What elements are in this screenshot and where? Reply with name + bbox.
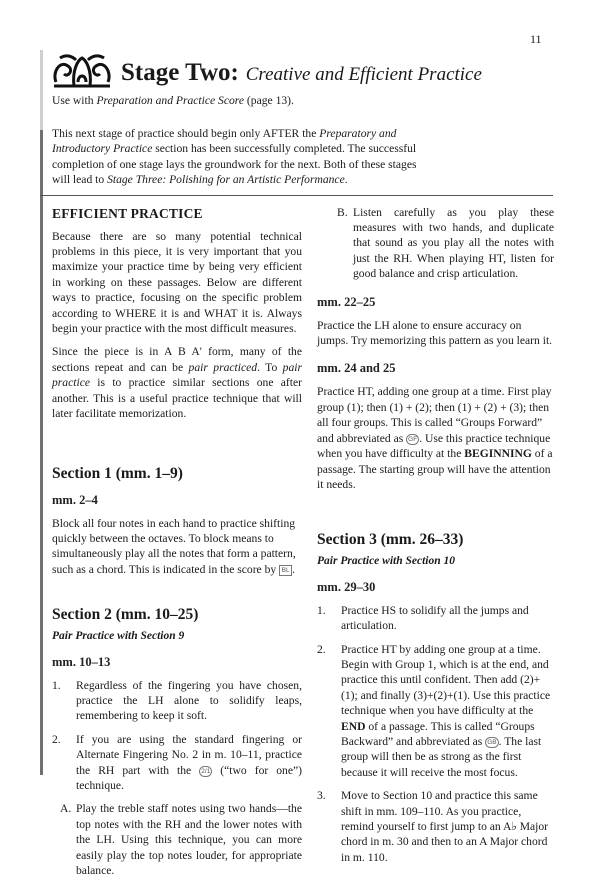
text: . The last group will then be as strong as the first because it will receive the most focus.: [341, 734, 542, 779]
title-subtitle: Creative and Efficient Practice: [245, 64, 482, 85]
text: section has been successfully completed. The successful completion of one stage lays the groundwork for the next. Both of these stages will lead to: [52, 142, 417, 187]
left-column: [52, 205, 302, 886]
list-item: [52, 678, 302, 724]
text: If you are using the standard fingering or Alternate Fingering No. 2 in m. 10–11, practice the RH part with the: [76, 732, 302, 777]
margin-bar-light: [40, 50, 43, 130]
text: (“two for one”) technique.: [76, 763, 303, 792]
section-3-heading: Section 3 (mm. 26–33): [317, 531, 464, 549]
text: Stage Three: Polishing for an Artistic Performance: [107, 173, 345, 187]
pair-practice-note: Pair Practice with Section 9: [52, 630, 185, 643]
page-title: [121, 58, 482, 92]
item-letter: B.: [337, 205, 348, 219]
text: Play the treble staff notes using two hands—the top notes with the RH and the lower notes with the LH. Using this technique, you can more easily play the top notes louder, for appropriate balance.: [76, 802, 302, 877]
text: of a passage. This is called “Groups Backward” and abbreviated as: [341, 719, 535, 748]
text: Regardless of the fingering you have chosen, practice the LH alone to solidify leaps, remembering to keep it soft.: [76, 678, 302, 723]
text: Use with: [52, 94, 97, 107]
text: .: [344, 173, 348, 187]
intro-paragraph: [52, 126, 422, 188]
measure-heading: mm. 29–30: [317, 579, 376, 594]
list-item: [317, 642, 554, 781]
item-number: 1.: [52, 678, 61, 692]
text: BEGINNING: [464, 447, 532, 461]
measure-heading: mm. 2–4: [52, 492, 98, 507]
section-1-heading: Section 1 (mm. 1–9): [52, 464, 183, 482]
measure-heading: mm. 10–13: [52, 654, 111, 669]
text: (page 13).: [244, 94, 294, 107]
paragraph: Practice the LH alone to ensure accuracy on jumps. Try memorizing this pattern as you learn it.: [317, 318, 553, 348]
use-with-note: [52, 93, 294, 108]
item-number: 2.: [52, 732, 61, 746]
measure-heading: mm. 22–25: [317, 294, 376, 309]
numbered-list: [52, 678, 302, 794]
paragraph: [317, 384, 554, 492]
item-letter: A.: [60, 802, 72, 816]
page-number: 11: [530, 32, 542, 46]
paragraph: Because there are so many potential technical problems in this piece, it is very important that you maximize your practice time by being very efficient in working on these passages. Below are different ways to practice, focusing on the specific problem according to WHERE it is and WHAT it is. Always begin your practice with the most difficult measures.: [52, 229, 302, 336]
title-stage: Stage Two:: [121, 59, 239, 86]
list-item: [337, 205, 554, 282]
text: Practice HS to solidify all the jumps and articulation.: [341, 603, 529, 633]
groups-backward-symbol-icon: GB: [487, 738, 497, 746]
efficient-practice-heading: EFFICIENT PRACTICE: [52, 205, 203, 221]
text: . To: [257, 360, 283, 374]
item-number: 3.: [317, 789, 326, 803]
item-number: 1.: [317, 603, 326, 617]
section-2-heading: Section 2 (mm. 10–25): [52, 606, 199, 624]
columns: [40, 205, 554, 886]
paragraph: [52, 344, 302, 421]
text: .: [292, 562, 296, 576]
text: Preparatory and Introductory Practice: [52, 127, 397, 156]
text: . Use this practice technique when you have difficulty at the: [317, 431, 551, 461]
pair-practice-note: Pair Practice with Section 10: [317, 555, 455, 568]
numbered-list: [317, 603, 554, 866]
text: is to practice similar sections one after another. This is a useful practice technique that will later facilitate memorization.: [52, 376, 302, 421]
score-title: Preparation and Practice Score: [96, 94, 245, 107]
right-column: [317, 205, 554, 874]
sub-list: [52, 801, 302, 878]
text: This next stage of practice should begin only AFTER the: [52, 127, 320, 140]
block-symbol-icon: BL: [279, 565, 292, 576]
text: of a passage. The starting group will have the attention it needs.: [317, 447, 553, 491]
paragraph: [52, 516, 302, 578]
text: pair practice: [52, 360, 302, 390]
text: Listen carefully as you play these measures with two hands, and duplicate that sound as you play all the notes with just the RH. When playing HT, listen for good balance and crisp articulation.: [353, 205, 554, 281]
sub-list: [317, 205, 554, 282]
list-item: [60, 801, 302, 878]
text: pair practiced: [188, 360, 258, 374]
divider: [40, 195, 553, 196]
text: END: [341, 719, 366, 733]
text: Move to Section 10 and practice this same shift in mm. 109–110. As you practice, remind yourself to first jump to an A♭ Major chord in m. 30 and then to an A Major chord in m. 110.: [341, 789, 549, 864]
item-number: 2.: [317, 642, 326, 656]
list-item: [317, 603, 554, 634]
groups-forward-symbol-icon: GF: [408, 435, 418, 443]
text: Since the piece is in A B A' form, many of the sections repeat and can be: [52, 345, 302, 374]
text: Practice HT, adding one group at a time. First play group (1); then (1) + (2); then (1) + (2) + (3); then all four groups. This is called “Groups Forward” and abbreviated as: [317, 385, 552, 445]
text: Practice HT by adding one group at a time. Begin with Group 1, which is at the end, and practice this until confident. Then add (2)+(1); and finally (3)+(2)+(1). Use this practice technique when you have difficulty at the: [341, 642, 551, 718]
ornament-icon: [50, 52, 114, 90]
two-for-one-symbol-icon: 2/1: [201, 767, 211, 775]
measure-heading: mm. 24 and 25: [317, 361, 396, 376]
page-body: [40, 126, 554, 886]
list-item: [52, 732, 302, 794]
text: Block all four notes in each hand to practice shifting quickly between the octaves. To block means to simultaneously play all the notes that form a pattern, such as a chord. This is indicated in the score by: [52, 516, 296, 576]
